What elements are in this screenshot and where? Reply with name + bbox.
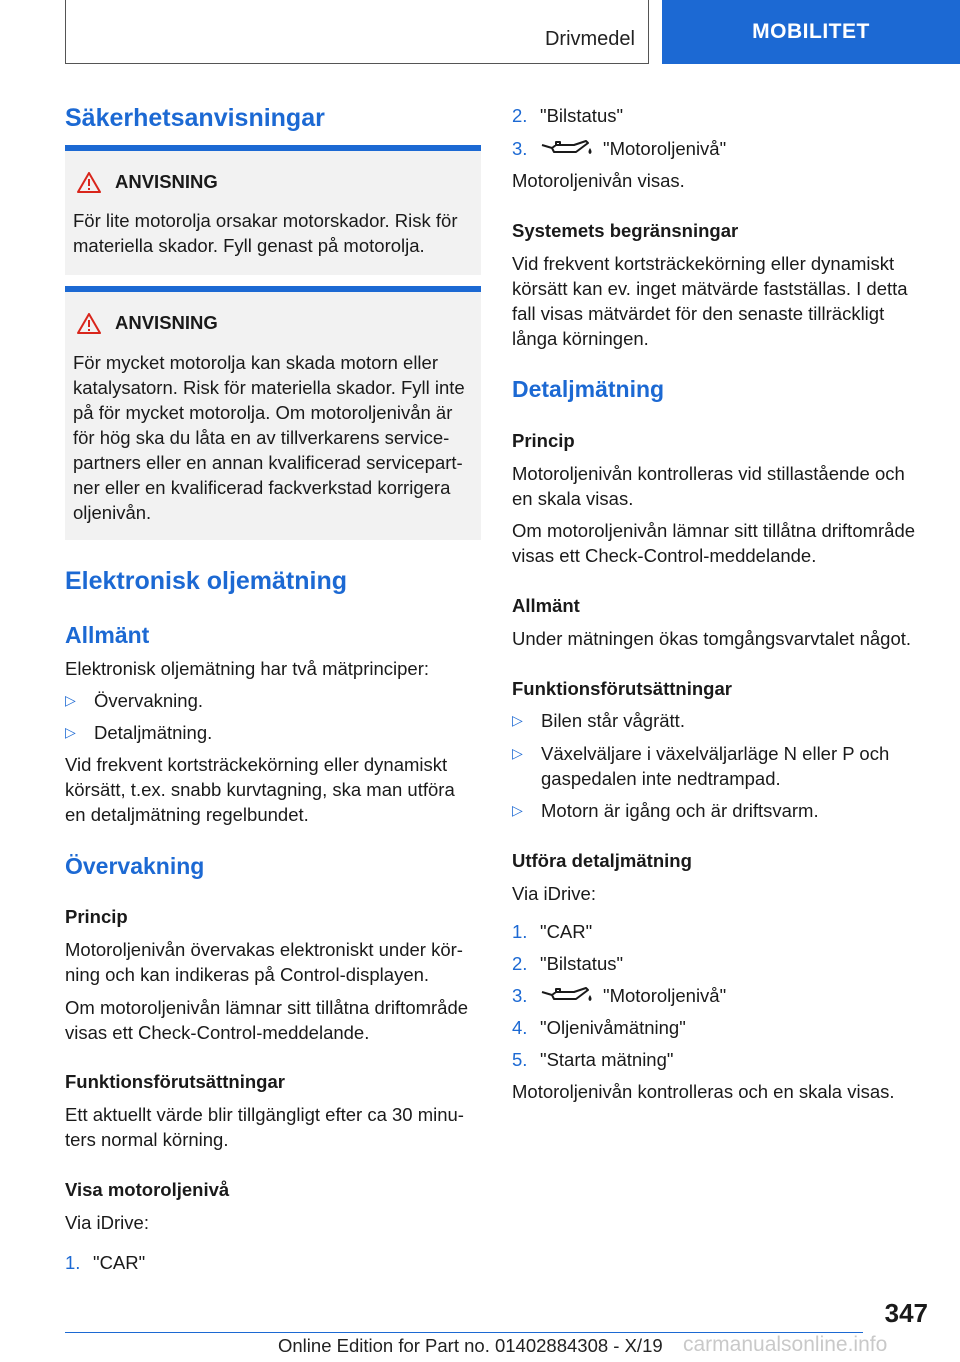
warning-header xyxy=(77,312,218,334)
paragraph-line: ters normal körning. xyxy=(65,1129,229,1150)
oil-can-icon xyxy=(540,986,596,1006)
step-text: "Bilstatus" xyxy=(540,953,624,974)
paragraph-allmant: Under mätningen ökas tomgångsvarvtalet något. xyxy=(512,628,912,649)
heading-utfora-detaljmatning: Utföra detaljmätning xyxy=(512,850,692,871)
warning-text-line: oljenivån. xyxy=(73,502,152,523)
heading-princip: Princip xyxy=(512,430,575,451)
warning-box-2 xyxy=(65,286,481,540)
warning-text-line: ner eller en kvalificerad fackverkstad korrigera xyxy=(73,477,451,498)
heading-elektronisk: Elektronisk oljemätning xyxy=(65,567,348,595)
warning-box-1 xyxy=(65,145,481,275)
numbered-step xyxy=(512,1015,812,1040)
step-text: "Motoroljenivå" xyxy=(603,138,727,159)
bullet-triangle-icon: ▷ xyxy=(512,712,523,728)
page-number: 347 xyxy=(884,1298,928,1328)
heading-visa-motoroljeniva: Visa motoroljenivå xyxy=(65,1179,230,1200)
step-text: "CAR" xyxy=(540,921,593,942)
paragraph-via-idrive: Via iDrive: xyxy=(65,1212,149,1233)
heading-systemets-begransningar: Systemets begränsningar xyxy=(512,220,739,241)
list-item-text: Bilen står vågrätt. xyxy=(541,710,685,731)
warning-text-line: för hög ska du låta en av tillverkarens service- xyxy=(73,427,450,448)
paragraph-line: långa körningen. xyxy=(512,328,649,349)
warning-text-line: katalysatorn. Risk för materiella skador. Fyll inte xyxy=(73,377,465,398)
list-item xyxy=(512,798,932,823)
paragraph-via-idrive: Via iDrive: xyxy=(512,883,596,904)
header-tab-mobilitet[interactable] xyxy=(662,0,960,64)
heading-allmant: Allmänt xyxy=(512,595,580,616)
numbered-step xyxy=(512,983,812,1008)
paragraph-line: en detaljmätning regelbundet. xyxy=(65,804,309,825)
paragraph-line: visas ett Check-Control-meddelande. xyxy=(512,545,817,566)
step-text: "Motoroljenivå" xyxy=(603,985,727,1006)
warning-text-line: på för mycket motorolja. Om motoroljenivån är xyxy=(73,402,453,423)
warning-text-line: partners eller en annan kvalificerad servicepart- xyxy=(73,452,463,473)
warning-text-line: För lite motorolja orsakar motorskador. Risk för xyxy=(73,210,458,231)
heading-princip: Princip xyxy=(65,906,128,927)
heading-detaljmatning: Detaljmätning xyxy=(512,376,665,402)
list-item-text: Detaljmätning. xyxy=(94,722,213,743)
paragraph-line: fall visas mätvärdet för den senaste tillräckligt xyxy=(512,303,885,324)
list-item xyxy=(65,688,475,713)
list-item-text: gaspedalen inte nedtrampad. xyxy=(541,768,781,789)
list-item xyxy=(512,708,932,733)
paragraph-line: visas ett Check-Control-meddelande. xyxy=(65,1022,370,1043)
paragraph-line: Vid frekvent kortsträckekörning eller dynamiskt xyxy=(512,253,895,274)
footer-edition: Online Edition for Part no. 01402884308 - X/19 xyxy=(278,1335,663,1356)
step-number: 1. xyxy=(65,1252,81,1273)
warning-triangle-icon xyxy=(77,313,101,334)
paragraph-line: Motoroljenivån kontrolleras vid stillastående och xyxy=(512,463,905,484)
step-number: 3. xyxy=(512,985,528,1006)
watermark: carmanualsonline.info xyxy=(683,1333,888,1356)
step-text: "Starta mätning" xyxy=(540,1049,674,1070)
bullet-triangle-icon: ▷ xyxy=(65,692,76,708)
header-section-title: Drivmedel xyxy=(544,28,635,50)
paragraph-line: en skala visas. xyxy=(512,488,634,509)
warning-text-line: För mycket motorolja kan skada motorn eller xyxy=(73,352,438,373)
paragraph-allmant: Elektronisk oljemätning har två mätprinciper: xyxy=(65,658,429,679)
paragraph-visas: Motoroljenivån visas. xyxy=(512,170,685,191)
numbered-step xyxy=(65,1250,365,1275)
paragraph-line: Om motoroljenivån lämnar sitt tillåtna driftområde xyxy=(65,997,469,1018)
bullet-triangle-icon: ▷ xyxy=(512,802,523,818)
heading-funktionsforutsattningar: Funktionsförutsättningar xyxy=(65,1071,285,1092)
warning-label: ANVISNING xyxy=(115,171,218,192)
heading-funktionsforutsattningar: Funktionsförutsättningar xyxy=(512,678,732,699)
numbered-step xyxy=(512,136,812,161)
paragraph-line: körsätt, t.ex. snabb kurvtagning, ska man utföra xyxy=(65,779,455,800)
list-item-text: Motorn är igång och är driftsvarm. xyxy=(541,800,819,821)
warning-text-line: materiella skador. Fyll genast på motorolja. xyxy=(73,235,425,256)
list-item xyxy=(65,720,475,745)
paragraph-line: Motoroljenivån övervakas elektroniskt under kör- xyxy=(65,939,463,960)
step-text: "Bilstatus" xyxy=(540,105,624,126)
step-number: 1. xyxy=(512,921,528,942)
warning-header xyxy=(77,171,218,193)
list-item-text: Övervakning. xyxy=(94,690,203,711)
oil-can-icon xyxy=(540,139,596,159)
warning-triangle-icon xyxy=(77,172,101,193)
numbered-step xyxy=(512,1047,812,1072)
bullet-triangle-icon: ▷ xyxy=(512,745,523,761)
numbered-step xyxy=(512,103,812,128)
step-text: "CAR" xyxy=(93,1252,146,1273)
numbered-step xyxy=(512,951,812,976)
paragraph-line: ning och kan indikeras på Control-displayen. xyxy=(65,964,430,985)
heading-allmant: Allmänt xyxy=(65,622,150,648)
step-text: "Oljenivåmätning" xyxy=(540,1017,686,1038)
step-number: 3. xyxy=(512,138,528,159)
bullet-triangle-icon: ▷ xyxy=(65,724,76,740)
paragraph-line: Om motoroljenivån lämnar sitt tillåtna driftområde xyxy=(512,520,916,541)
header-tab-label: MOBILITET xyxy=(752,20,870,43)
paragraph-line: Vid frekvent kortsträckekörning eller dynamiskt xyxy=(65,754,448,775)
page-title: Säkerhetsanvisningar xyxy=(65,104,325,132)
heading-overvakning: Övervakning xyxy=(65,853,205,879)
list-item-text: Växelväljare i växelväljarläge N eller P och xyxy=(541,743,890,764)
paragraph-line: Ett aktuellt värde blir tillgängligt efter ca 30 minu- xyxy=(65,1104,464,1125)
step-number: 5. xyxy=(512,1049,528,1070)
numbered-step xyxy=(512,919,812,944)
step-number: 2. xyxy=(512,953,528,974)
list-item xyxy=(512,741,932,791)
paragraph-line: körsätt kan ev. inget mätvärde fastställas. I detta xyxy=(512,278,908,299)
step-number: 4. xyxy=(512,1017,528,1038)
warning-label: ANVISNING xyxy=(115,312,218,333)
paragraph-end: Motoroljenivån kontrolleras och en skala visas. xyxy=(512,1081,895,1102)
step-number: 2. xyxy=(512,105,528,126)
